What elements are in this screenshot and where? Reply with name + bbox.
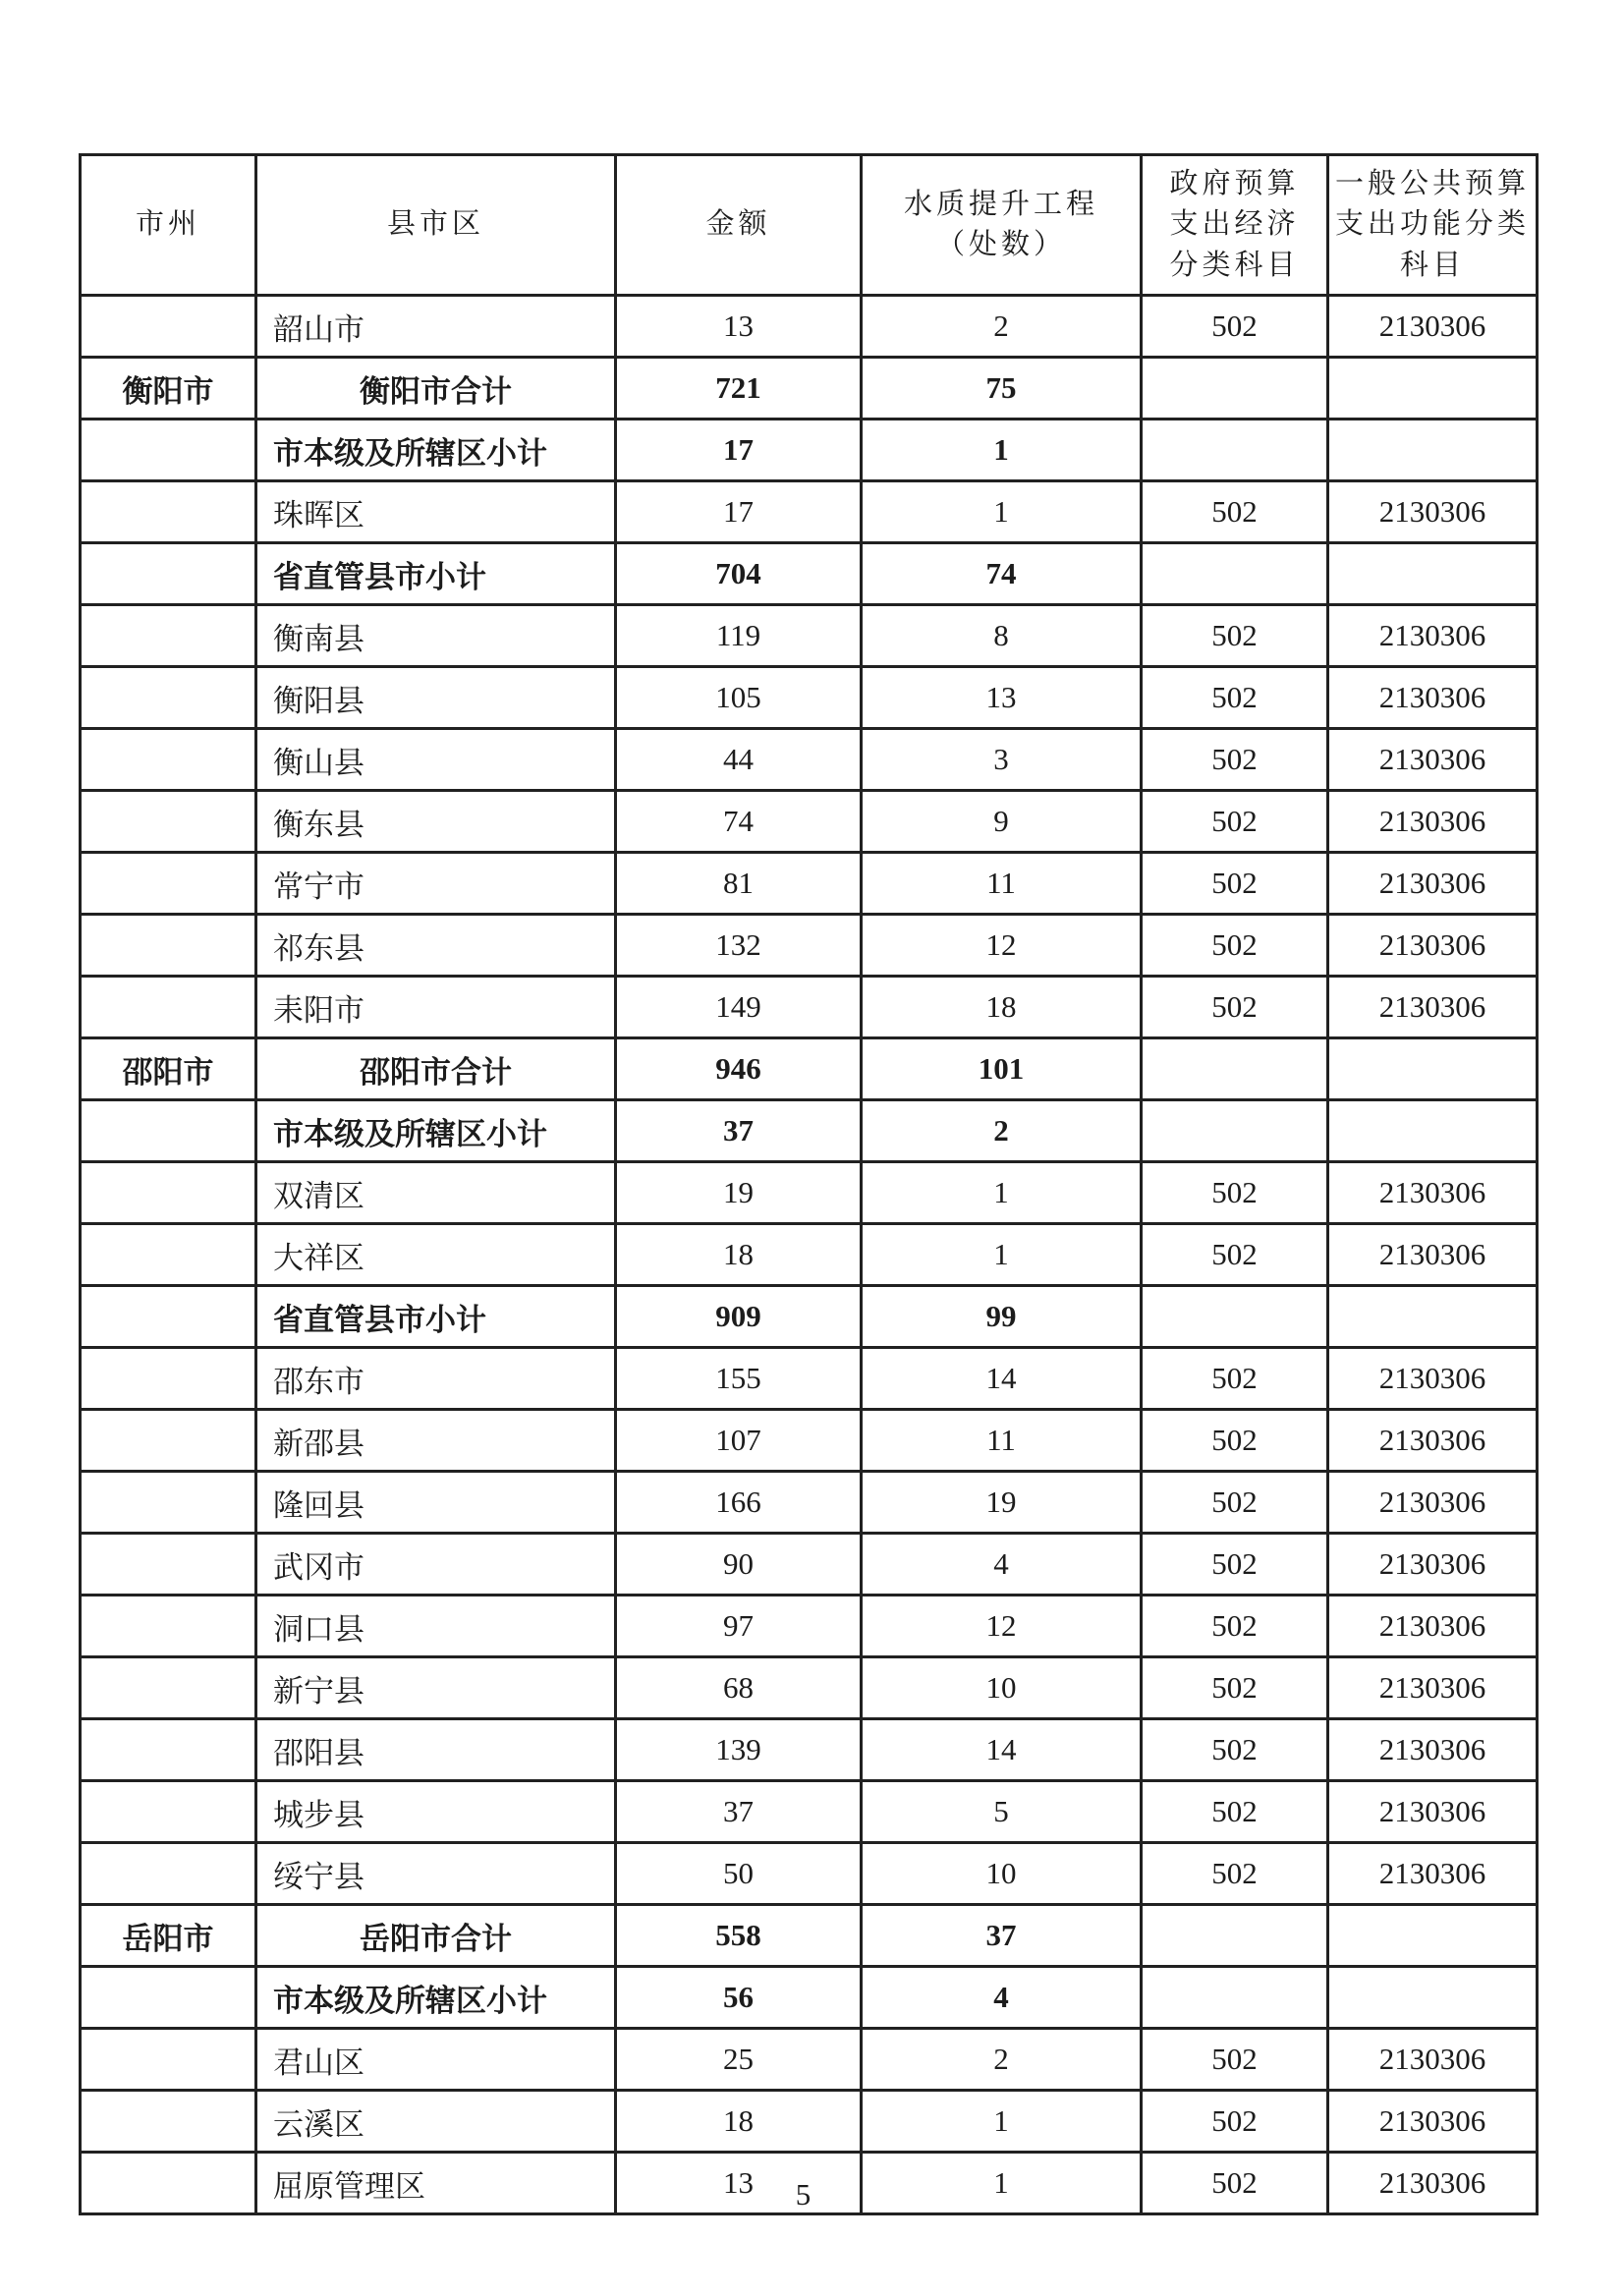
table-row [81,1657,1538,1719]
table-row [81,977,1538,1038]
cell-amount: 37 [616,1781,862,1843]
cell-district: 衡山县 [256,729,616,791]
cell-district: 君山区 [256,2029,616,2091]
cell-city [81,1348,256,1410]
cell-district: 武冈市 [256,1534,616,1596]
column-header-district [256,155,616,296]
cell-econ_code [1142,420,1328,481]
cell-func_code: 2130306 [1328,1657,1538,1719]
cell-econ_code: 502 [1142,729,1328,791]
cell-projects: 99 [862,1286,1142,1348]
cell-func_code: 2130306 [1328,1224,1538,1286]
cell-city [81,1843,256,1905]
cell-func_code: 2130306 [1328,667,1538,729]
cell-amount: 909 [616,1286,862,1348]
cell-econ_code: 502 [1142,1410,1328,1472]
cell-amount: 17 [616,420,862,481]
cell-district: 衡阳县 [256,667,616,729]
cell-econ_code: 502 [1142,667,1328,729]
cell-func_code: 2130306 [1328,1348,1538,1410]
cell-func_code: 2130306 [1328,1596,1538,1657]
cell-district: 省直管县市小计 [256,1286,616,1348]
cell-econ_code [1142,1286,1328,1348]
cell-district: 邵东市 [256,1348,616,1410]
cell-projects: 1 [862,420,1142,481]
cell-econ_code: 502 [1142,2029,1328,2091]
cell-func_code: 2130306 [1328,977,1538,1038]
column-header-line: 支出经济 [1169,208,1300,241]
cell-amount: 558 [616,1905,862,1967]
cell-amount: 13 [616,296,862,358]
cell-amount: 90 [616,1534,862,1596]
cell-amount: 37 [616,1100,862,1162]
cell-city [81,543,256,605]
cell-func_code: 2130306 [1328,2091,1538,2153]
cell-district: 祁东县 [256,915,616,977]
cell-econ_code [1142,358,1328,420]
cell-func_code [1328,543,1538,605]
cell-projects: 19 [862,1472,1142,1534]
cell-func_code: 2130306 [1328,1719,1538,1781]
cell-district: 衡南县 [256,605,616,667]
cell-econ_code: 502 [1142,1534,1328,1596]
cell-city [81,481,256,543]
cell-func_code: 2130306 [1328,1534,1538,1596]
table-row [81,1472,1538,1534]
cell-district: 耒阳市 [256,977,616,1038]
cell-func_code: 2130306 [1328,1843,1538,1905]
cell-projects: 12 [862,915,1142,977]
cell-district: 衡阳市合计 [256,358,616,420]
cell-func_code [1328,1967,1538,2029]
table-row [81,1781,1538,1843]
cell-amount: 44 [616,729,862,791]
table-row [81,1348,1538,1410]
cell-city [81,2091,256,2153]
cell-func_code: 2130306 [1328,791,1538,853]
cell-amount: 155 [616,1348,862,1410]
cell-econ_code: 502 [1142,481,1328,543]
table-row [81,2091,1538,2153]
cell-projects: 3 [862,729,1142,791]
cell-projects: 2 [862,296,1142,358]
cell-district: 岳阳市合计 [256,1905,616,1967]
column-header-line: 政府预算 [1169,168,1300,200]
cell-econ_code: 502 [1142,1162,1328,1224]
cell-econ_code: 502 [1142,1719,1328,1781]
cell-projects: 18 [862,977,1142,1038]
table-row [81,1224,1538,1286]
cell-func_code [1328,1286,1538,1348]
table-row [81,1534,1538,1596]
cell-func_code: 2130306 [1328,1410,1538,1472]
cell-projects: 12 [862,1596,1142,1657]
cell-district: 省直管县市小计 [256,543,616,605]
cell-amount: 97 [616,1596,862,1657]
cell-econ_code: 502 [1142,1657,1328,1719]
cell-projects: 4 [862,1967,1142,2029]
table-row [81,1100,1538,1162]
cell-econ_code: 502 [1142,1781,1328,1843]
cell-projects: 2 [862,2029,1142,2091]
cell-econ_code: 502 [1142,1224,1328,1286]
cell-city [81,1286,256,1348]
cell-city [81,1781,256,1843]
cell-amount: 721 [616,358,862,420]
cell-amount: 13 [616,2153,862,2214]
cell-func_code: 2130306 [1328,481,1538,543]
cell-district: 新邵县 [256,1410,616,1472]
cell-amount: 19 [616,1162,862,1224]
cell-district: 云溪区 [256,2091,616,2153]
cell-district: 市本级及所辖区小计 [256,1967,616,2029]
cell-projects: 101 [862,1038,1142,1100]
cell-city: 邵阳市 [81,1038,256,1100]
cell-district: 衡东县 [256,791,616,853]
cell-func_code: 2130306 [1328,2029,1538,2091]
cell-projects: 1 [862,1224,1142,1286]
table-row [81,420,1538,481]
cell-projects: 1 [862,481,1142,543]
cell-func_code [1328,1905,1538,1967]
budget-allocation-table [79,153,1539,2215]
cell-func_code [1328,420,1538,481]
table-row [81,729,1538,791]
cell-amount: 107 [616,1410,862,1472]
cell-projects: 2 [862,1100,1142,1162]
header-row [81,155,1538,296]
cell-econ_code: 502 [1142,296,1328,358]
cell-projects: 74 [862,543,1142,605]
cell-func_code: 2130306 [1328,915,1538,977]
cell-city [81,1596,256,1657]
table-row [81,605,1538,667]
column-header-city [81,155,256,296]
cell-func_code: 2130306 [1328,605,1538,667]
cell-func_code: 2130306 [1328,1781,1538,1843]
table-row [81,296,1538,358]
cell-city [81,729,256,791]
cell-amount: 946 [616,1038,862,1100]
table-row [81,915,1538,977]
cell-projects: 1 [862,2153,1142,2214]
cell-city [81,977,256,1038]
cell-func_code [1328,358,1538,420]
cell-projects: 5 [862,1781,1142,1843]
cell-amount: 17 [616,481,862,543]
cell-econ_code: 502 [1142,915,1328,977]
cell-city [81,915,256,977]
cell-city [81,2029,256,2091]
cell-func_code: 2130306 [1328,1472,1538,1534]
cell-econ_code: 502 [1142,2153,1328,2214]
table-row [81,1162,1538,1224]
cell-econ_code [1142,1905,1328,1967]
cell-district: 常宁市 [256,853,616,915]
cell-city [81,1224,256,1286]
cell-projects: 1 [862,1162,1142,1224]
column-header-line: 一般公共预算 [1334,168,1530,200]
cell-city [81,296,256,358]
column-header-line: 科目 [1399,249,1465,281]
cell-amount: 132 [616,915,862,977]
column-header-line: 分类科目 [1169,249,1300,281]
cell-city [81,1657,256,1719]
column-header-func_code [1328,155,1538,296]
cell-func_code: 2130306 [1328,2153,1538,2214]
cell-city [81,1410,256,1472]
cell-city [81,1162,256,1224]
column-header-line: 水质提升工程 [903,188,1098,220]
cell-city [81,1534,256,1596]
column-header-econ_code [1142,155,1328,296]
cell-projects: 9 [862,791,1142,853]
cell-district: 市本级及所辖区小计 [256,1100,616,1162]
cell-econ_code [1142,543,1328,605]
cell-amount: 81 [616,853,862,915]
cell-city [81,791,256,853]
cell-district: 邵阳县 [256,1719,616,1781]
table-row [81,853,1538,915]
cell-projects: 75 [862,358,1142,420]
table-row [81,1967,1538,2029]
table-row [81,1038,1538,1100]
table-row [81,1286,1538,1348]
cell-func_code: 2130306 [1328,853,1538,915]
cell-econ_code [1142,1967,1328,2029]
table-row [81,1719,1538,1781]
cell-econ_code: 502 [1142,791,1328,853]
cell-district: 屈原管理区 [256,2153,616,2214]
cell-amount: 56 [616,1967,862,2029]
table-row [81,1410,1538,1472]
cell-econ_code: 502 [1142,1843,1328,1905]
cell-projects: 1 [862,2091,1142,2153]
cell-district: 邵阳市合计 [256,1038,616,1100]
cell-city [81,1967,256,2029]
cell-amount: 139 [616,1719,862,1781]
cell-econ_code: 502 [1142,2091,1328,2153]
cell-projects: 37 [862,1905,1142,1967]
column-header-amount [616,155,862,296]
cell-projects: 4 [862,1534,1142,1596]
cell-econ_code: 502 [1142,853,1328,915]
cell-econ_code [1142,1100,1328,1162]
column-header-line: 市州 [135,208,200,241]
cell-amount: 105 [616,667,862,729]
table-row [81,1905,1538,1967]
table-row [81,481,1538,543]
cell-district: 城步县 [256,1781,616,1843]
column-header-projects [862,155,1142,296]
cell-func_code [1328,1038,1538,1100]
table-row [81,358,1538,420]
cell-projects: 10 [862,1657,1142,1719]
cell-func_code: 2130306 [1328,1162,1538,1224]
cell-city [81,1100,256,1162]
cell-econ_code: 502 [1142,977,1328,1038]
column-header-line: 金额 [705,208,771,241]
cell-district: 双清区 [256,1162,616,1224]
cell-econ_code: 502 [1142,1472,1328,1534]
cell-amount: 50 [616,1843,862,1905]
cell-amount: 149 [616,977,862,1038]
cell-city: 岳阳市 [81,1905,256,1967]
cell-amount: 18 [616,2091,862,2153]
table-row [81,2029,1538,2091]
cell-amount: 18 [616,1224,862,1286]
cell-econ_code: 502 [1142,605,1328,667]
cell-econ_code [1142,1038,1328,1100]
table-row [81,667,1538,729]
cell-func_code: 2130306 [1328,296,1538,358]
cell-city: 衡阳市 [81,358,256,420]
cell-projects: 10 [862,1843,1142,1905]
cell-amount: 166 [616,1472,862,1534]
cell-projects: 8 [862,605,1142,667]
cell-district: 绥宁县 [256,1843,616,1905]
cell-city [81,605,256,667]
table-row [81,543,1538,605]
column-header-line: 县市区 [386,208,484,241]
cell-projects: 13 [862,667,1142,729]
table-row [81,1596,1538,1657]
cell-projects: 14 [862,1348,1142,1410]
cell-amount: 119 [616,605,862,667]
cell-amount: 704 [616,543,862,605]
cell-projects: 11 [862,853,1142,915]
cell-econ_code: 502 [1142,1596,1328,1657]
cell-city [81,853,256,915]
cell-city [81,667,256,729]
cell-district: 珠晖区 [256,481,616,543]
cell-city [81,1472,256,1534]
cell-city [81,1719,256,1781]
cell-district: 洞口县 [256,1596,616,1657]
cell-district: 隆回县 [256,1472,616,1534]
table-row [81,1843,1538,1905]
cell-district: 新宁县 [256,1657,616,1719]
cell-district: 市本级及所辖区小计 [256,420,616,481]
cell-district: 大祥区 [256,1224,616,1286]
cell-econ_code: 502 [1142,1348,1328,1410]
page-number: 5 [795,2177,812,2212]
column-header-line: （处数） [935,229,1066,260]
cell-amount: 68 [616,1657,862,1719]
cell-func_code: 2130306 [1328,729,1538,791]
cell-amount: 74 [616,791,862,853]
table-row [81,791,1538,853]
cell-projects: 11 [862,1410,1142,1472]
cell-projects: 14 [862,1719,1142,1781]
column-header-line: 支出功能分类 [1334,208,1530,241]
cell-amount: 25 [616,2029,862,2091]
cell-district: 韶山市 [256,296,616,358]
cell-city [81,420,256,481]
cell-func_code [1328,1100,1538,1162]
